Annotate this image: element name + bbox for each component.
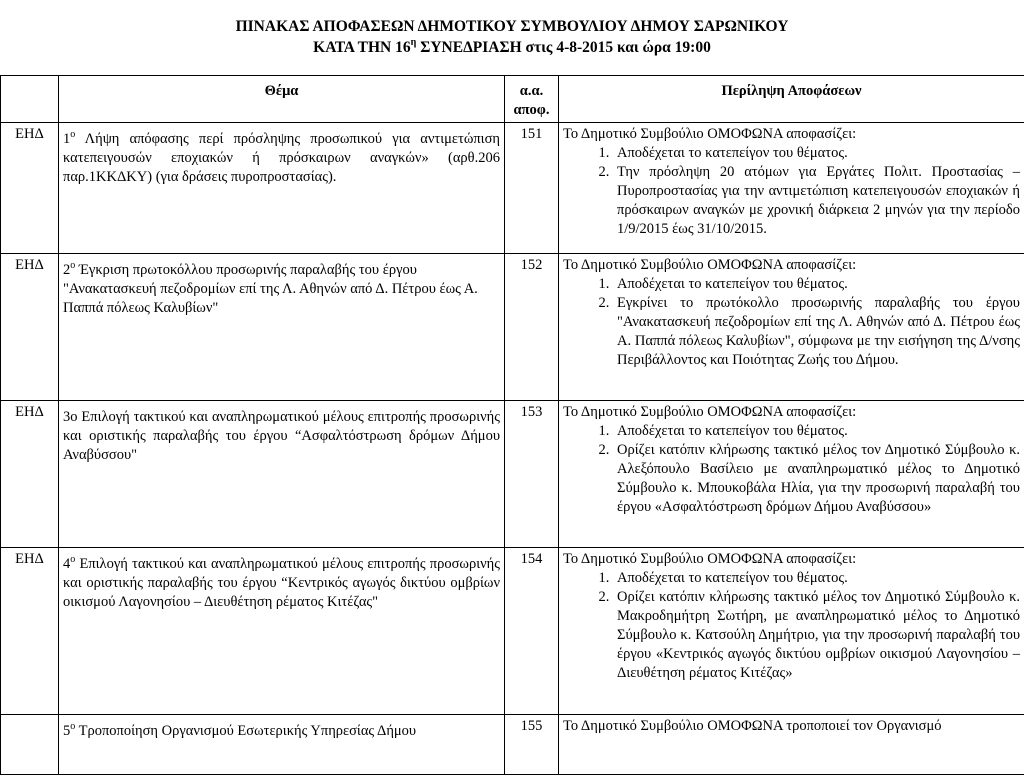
subject-text: Επιλογή τακτικού και αναπληρωματικού μέλους επιτροπής προσωρινής και οριστικής παραλαβής του έργου “Ασφαλτόστρωση δρόμων Δήμου Αναβύσσου" xyxy=(63,409,500,463)
decision-number: 151 xyxy=(505,123,559,254)
subject-index: $1^o$ xyxy=(63,131,75,147)
decision-number: 154 xyxy=(505,548,559,715)
summary-point: 2. Εγκρίνει το πρωτόκολλο προσωρινής παραλαβής του έργου "Ανακατασκευή πεζοδρομίων επί της Λ. Αθηνών από Δ. Πέτρου έως Α. Παππά πόλεως Καλυβίων", σύμφωνα με την εισήγηση της Δ/νσης Περιβάλλοντος και Ποιότητας Ζωής του Δήμου. xyxy=(613,294,1020,370)
subject-index: $2^o$ xyxy=(63,262,75,278)
header-summary: Περίληψη Αποφάσεων xyxy=(559,76,1024,123)
subject-text: Έγκριση πρωτοκόλλου προσωρινής παραλαβής του έργου "Ανακατασκευή πεζοδρομίων επί της Λ. Αθηνών από Δ. Πέτρου έως Α. Παππά πόλεως Καλυβίων" xyxy=(63,262,478,316)
header-number: α.α. αποφ. xyxy=(505,76,559,123)
row-summary xyxy=(559,254,1024,401)
row-subject xyxy=(59,548,505,715)
decision-number: 153 xyxy=(505,401,559,548)
table-row xyxy=(1,401,1024,548)
row-subject xyxy=(59,401,505,548)
table-header-row xyxy=(1,76,1024,123)
page-header xyxy=(0,16,1024,58)
row-summary xyxy=(559,715,1024,775)
summary-point: 1. Αποδέχεται το κατεπείγον του θέματος. xyxy=(613,144,1020,163)
summary-point: 1. Αποδέχεται το κατεπείγον του θέματος. xyxy=(613,569,1020,588)
summary-points xyxy=(563,569,1020,683)
subject-text: Επιλογή τακτικού και αναπληρωματικού μέλους επιτροπής προσωρινής και οριστικής παραλαβής του έργου “Κεντρικός αγωγός δικτύου ομβρίων οικισμού Λαγονησίου – Διευθέτηση ρέματος Κιτέζας" xyxy=(63,556,500,610)
summary-intro: Το Δημοτικό Συμβούλιο ΟΜΟΦΩΝΑ αποφασίζει: xyxy=(563,550,1020,569)
row-category xyxy=(1,715,59,775)
row-subject xyxy=(59,123,505,254)
row-subject xyxy=(59,254,505,401)
row-summary xyxy=(559,123,1024,254)
header-subject: Θέμα xyxy=(59,76,505,123)
row-category: ΕΗΔ xyxy=(1,254,59,401)
summary-intro: Το Δημοτικό Συμβούλιο ΟΜΟΦΩΝΑ αποφασίζει: xyxy=(563,256,1020,275)
summary-point: 2. Την πρόσληψη 20 ατόμων για Εργάτες Πολιτ. Προστασίας – Πυροπροστασίας για την αντιμετώπιση κατεπειγουσών εποχιακών ή πρόσκαιρων αναγκών με χρονική διάρκεια 2 μηνών για την περίοδο 1/9/2015 έως 31/10/2015. xyxy=(613,163,1020,239)
table-row xyxy=(1,715,1024,775)
row-category: ΕΗΔ xyxy=(1,401,59,548)
row-summary xyxy=(559,401,1024,548)
summary-intro: Το Δημοτικό Συμβούλιο ΟΜΟΦΩΝΑ αποφασίζει: xyxy=(563,125,1020,144)
summary-points xyxy=(563,144,1020,239)
summary-intro: Το Δημοτικό Συμβούλιο ΟΜΟΦΩΝΑ αποφασίζει: xyxy=(563,403,1020,422)
table-row xyxy=(1,548,1024,715)
summary-points xyxy=(563,422,1020,517)
subject-text: Λήψη απόφασης περί πρόσληψης προσωπικού για αντιμετώπιση κατεπειγουσών εποχιακών ή πρόσκαιρων αναγκών» (αρθ.206 παρ.1ΚΚΔΚΥ) (για δράσεις πυροπροστασίας). xyxy=(63,131,500,185)
row-summary xyxy=(559,548,1024,715)
subject-text: Τροποποίηση Οργανισμού Εσωτερικής Υπηρεσίας Δήμου xyxy=(75,723,416,739)
table-row xyxy=(1,123,1024,254)
table-row xyxy=(1,254,1024,401)
page-title: ΠΙΝΑΚΑΣ ΑΠΟΦΑΣΕΩΝ ΔΗΜΟΤΙΚΟΥ ΣΥΜΒΟΥΛΙΟΥ ΔΗΜΟΥ ΣΑΡΩΝΙΚΟΥ xyxy=(0,16,1024,37)
decision-number: 155 xyxy=(505,715,559,775)
decision-number: 152 xyxy=(505,254,559,401)
page-subtitle: ΚΑΤΑ ΤΗΝ $16^\eta$ ΣΥΝΕΔΡΙΑΣΗ στις 4-8-2015 και ώρα 19:00 xyxy=(0,37,1024,58)
summary-point: 2. Ορίζει κατόπιν κλήρωσης τακτικό μέλος τον Δημοτικό Σύμβουλο κ. Αλεξόπουλο Βασίλειο με αναπληρωματικό μέλος το Δημοτικό Σύμβουλο κ. Μπουκοβάλα Ηλία, για την προσωρινή παραλαβή του έργου «Ασφαλτόστρωση δρόμων Δήμου Αναβύσσου» xyxy=(613,441,1020,517)
header-category xyxy=(1,76,59,123)
row-category: ΕΗΔ xyxy=(1,548,59,715)
summary-intro: Το Δημοτικό Συμβούλιο ΟΜΟΦΩΝΑ τροποποιεί τον Οργανισμό xyxy=(563,717,1020,736)
subject-index: $4^o$ xyxy=(63,556,75,572)
decisions-table xyxy=(0,75,1024,775)
summary-point: 1. Αποδέχεται το κατεπείγον του θέματος. xyxy=(613,275,1020,294)
summary-point: 2. Ορίζει κατόπιν κλήρωσης τακτικό μέλος τον Δημοτικό Σύμβουλο κ. Μακροδημήτρη Σωτήρη, με αναπληρωματικό μέλος το Δημοτικό Σύμβουλο κ. Κατσούλη Δημήτριο, για την προσωρινή παραλαβή του έργου «Κεντρικός αγωγός δικτύου ομβρίων οικισμού Λαγονησίου – Διευθέτηση ρέματος Κιτέζας» xyxy=(613,588,1020,683)
subject-index: $5^o$ xyxy=(63,723,75,739)
summary-points xyxy=(563,275,1020,370)
summary-point: 1. Αποδέχεται το κατεπείγον του θέματος. xyxy=(613,422,1020,441)
row-category: ΕΗΔ xyxy=(1,123,59,254)
row-subject xyxy=(59,715,505,775)
subject-index: 3ο xyxy=(63,409,78,425)
